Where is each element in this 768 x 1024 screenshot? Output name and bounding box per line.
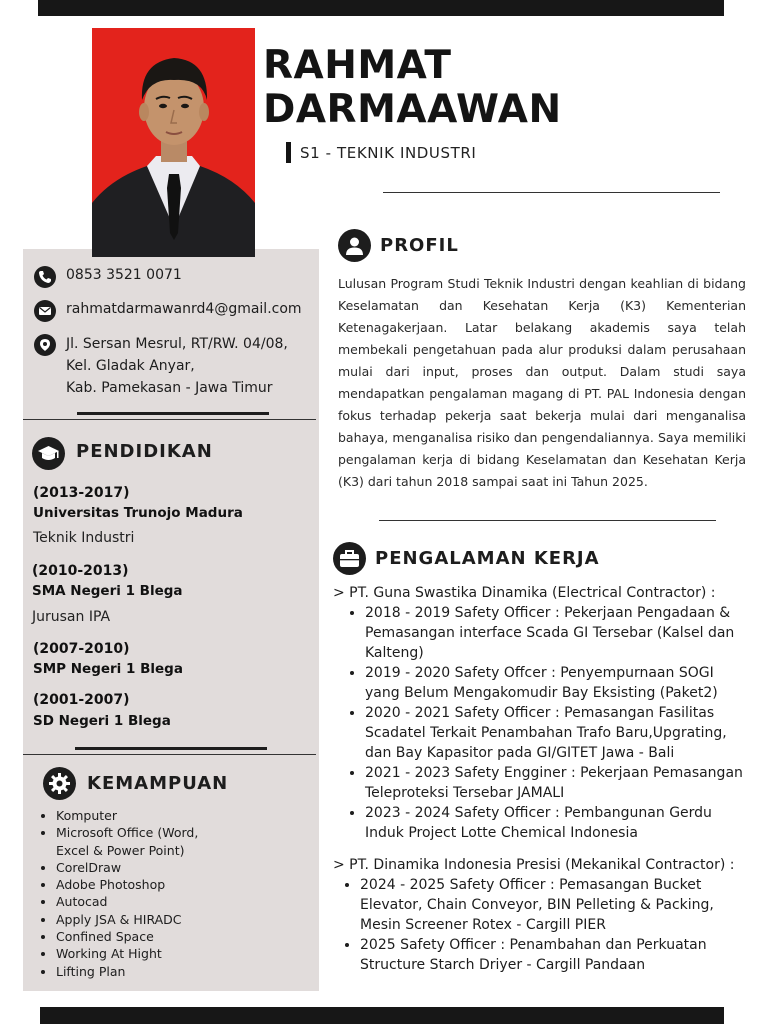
experience-company — [333, 583, 745, 843]
skill-item: • Working At Hight — [56, 945, 206, 962]
education-divider-short — [75, 747, 267, 750]
skill-item: • Apply JSA & HIRADC — [56, 911, 206, 928]
user-icon — [338, 229, 371, 262]
skills-list — [38, 807, 206, 980]
name-last: DARMAAWAN — [263, 87, 562, 132]
edu-school: SMA Negeri 1 Blega — [32, 583, 183, 599]
edu-major: Jurusan IPA — [32, 609, 111, 625]
skill-item: • Adobe Photoshop — [56, 876, 206, 893]
degree-accent-bar — [286, 142, 291, 163]
briefcase-icon — [333, 542, 366, 575]
education-title: PENDIDIKAN — [76, 441, 213, 462]
skill-item: • Lifting Plan — [56, 963, 206, 980]
company-name: > PT. Guna Swastika Dinamika (Electrical Contractor) : — [333, 585, 716, 601]
edu-years: (2001-2007) — [33, 692, 130, 708]
education-divider — [23, 754, 316, 755]
full-name — [263, 44, 562, 132]
edu-school: SD Negeri 1 Blega — [33, 713, 171, 729]
address-line-3: Kab. Pamekasan - Jawa Timur — [66, 380, 273, 396]
job-item: • 2021 - 2023 Safety Engginer : Pekerjaan Pemasangan Teleproteksi Tersebar JAMALI — [365, 763, 745, 803]
contact-divider — [23, 419, 316, 420]
address-line-1: Jl. Sersan Mesrul, RT/RW. 04/08, — [66, 336, 288, 352]
graduation-cap-icon — [32, 437, 65, 470]
email-icon — [34, 300, 56, 322]
job-item: • 2020 - 2021 Safety Officer : Pemasangan Fasilitas Scadatel Terkait Penambahan Trafo Baru,Upgrating, dan Bay Kapasitor pada GI/GITET Jawa - Bali — [365, 703, 745, 763]
phone-icon — [34, 266, 56, 288]
job-list — [333, 875, 733, 975]
bottom-decorative-bar — [40, 1007, 724, 1024]
profile-summary: Lulusan Program Studi Teknik Industri dengan keahlian di bidang Keselamatan dan Kesehatan Kerja (K3) Kementerian Ketenagakerjaan. Latar belakang akademis saya telah membekali pengetahuan pada alur produksi dalam perusahaan mulai dari input, proses dan output. Dalam studi saya mendapatkan pengalaman magang di PT. PAL Indonesia dengan fokus terhadap pekerja saat bekerja mulai dari menganalisa bahaya, menganalisa risiko dan pengendaliannya. Saya memiliki pengalaman kerja di bidang Keselamatan dan Kesehatan Kerja (K3) dari tahun 2018 sampai saat ini Tahun 2025. — [338, 276, 746, 489]
contact-email: rahmatdarmawanrd4@gmail.com — [66, 301, 302, 317]
contact-phone: 0853 3521 0071 — [66, 267, 182, 283]
edu-school: SMP Negeri 1 Blega — [33, 661, 183, 677]
job-item: • 2023 - 2024 Safety Officer : Pembangunan Gerdu Induk Project Lotte Chemical Indonesia — [365, 803, 745, 843]
profile-photo — [92, 28, 255, 257]
gear-icon — [43, 767, 76, 800]
contact-address — [66, 333, 288, 399]
job-item: • 2025 Safety Officer : Penambahan dan Perkuatan Structure Starch Driyer - Cargill Pandaan — [360, 935, 733, 975]
profile-title: PROFIL — [380, 235, 459, 256]
edu-years: (2007-2010) — [33, 641, 130, 657]
skill-item: • Autocad — [56, 893, 206, 910]
contact-divider-short — [77, 412, 269, 415]
job-list — [333, 603, 745, 843]
skill-item: • CorelDraw — [56, 859, 206, 876]
skill-item: • Komputer — [56, 807, 206, 824]
name-first: RAHMAT — [263, 43, 452, 88]
job-item: • 2024 - 2025 Safety Officer : Pemasangan Bucket Elevator, Chain Conveyor, BIN Pelleting & Packing, Mesin Screener Rotex - Cargill PIER — [360, 875, 733, 935]
location-pin-icon — [34, 334, 56, 356]
profile-divider — [379, 520, 716, 521]
company-name: > PT. Dinamika Indonesia Presisi (Mekanikal Contractor) : — [333, 857, 735, 873]
experience-title: PENGALAMAN KERJA — [375, 548, 600, 569]
skill-item: • Microsoft Office (Word, Excel & Power Point) — [56, 824, 206, 859]
edu-years: (2010-2013) — [32, 563, 129, 579]
degree-label: S1 - TEKNIK INDUSTRI — [300, 144, 477, 162]
top-decorative-bar — [38, 0, 724, 16]
skills-title: KEMAMPUAN — [87, 773, 229, 794]
job-item: • 2019 - 2020 Safety Offcer : Penyempurnaan SOGI yang Belum Mengakomudir Bay Eksisting (Paket2) — [365, 663, 745, 703]
address-line-2: Kel. Gladak Anyar, — [66, 358, 195, 374]
edu-years: (2013-2017) — [33, 485, 130, 501]
header-divider — [383, 192, 720, 193]
edu-school: Universitas Trunojo Madura — [33, 505, 243, 521]
edu-major: Teknik Industri — [33, 530, 135, 546]
skill-item: • Confined Space — [56, 928, 206, 945]
job-item: • 2018 - 2019 Safety Officer : Pekerjaan Pengadaan & Pemasangan interface Scada GI Tersebar (Kalsel dan Kalteng) — [365, 603, 745, 663]
experience-company — [333, 855, 733, 975]
